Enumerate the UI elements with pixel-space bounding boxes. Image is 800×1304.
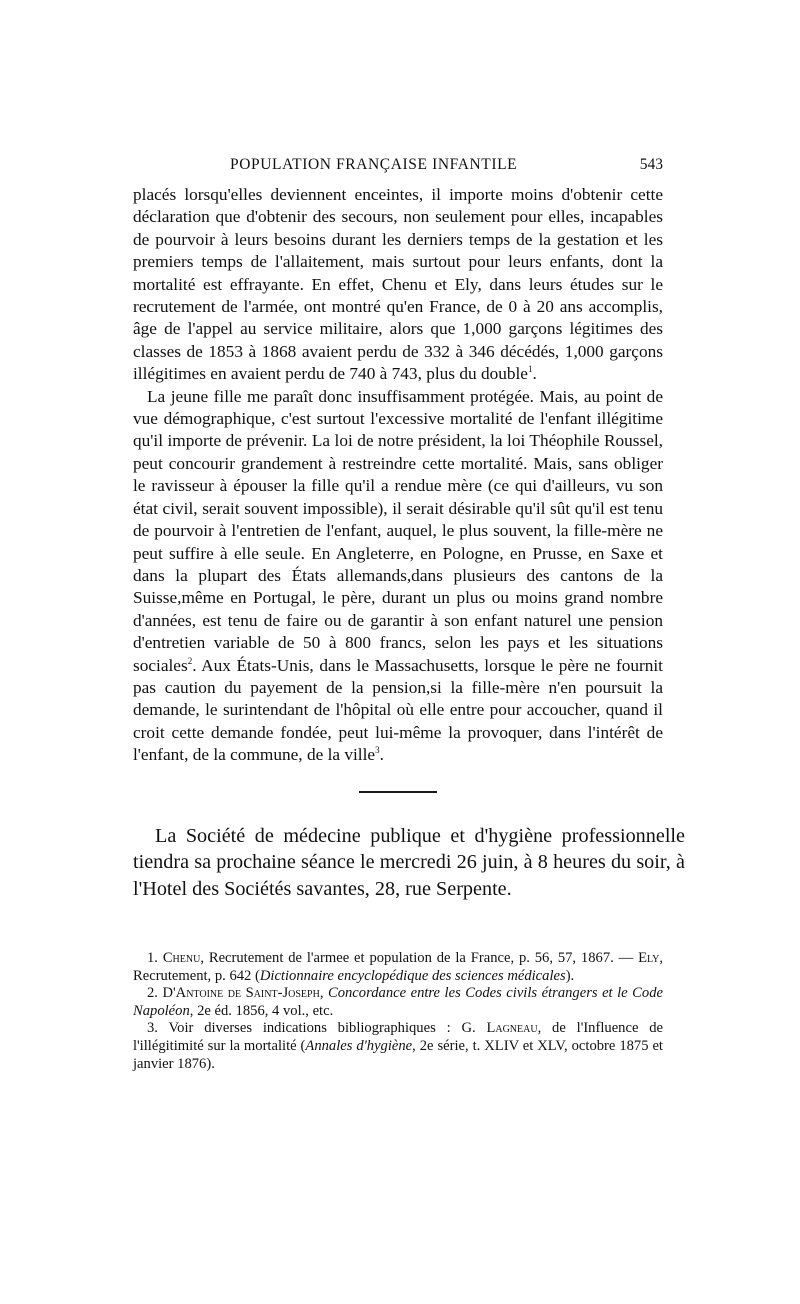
footnote-1-number: 1. — [147, 950, 158, 967]
footnote-ref-1: 1 — [527, 364, 533, 375]
footnote-1-text-3: ). — [565, 967, 575, 984]
footnote-3-author: Lagneau — [486, 1020, 538, 1037]
footnote-3-text-2: , de l'Influence de l'illégitimité sur la mortalité ( — [133, 1020, 664, 1055]
footnote-1-text-1: , Recrutement de l'armee et population de la France, p. 56, 57, 1867. — — [200, 950, 639, 967]
footnote-2-title: Concordance entre les Codes civils étrangers et le Code Napoléon — [133, 985, 663, 1019]
running-title: POPULATION FRANÇAISE INFANTILE — [230, 156, 518, 173]
main-text — [133, 184, 663, 767]
paragraph-1 — [133, 184, 663, 386]
footnote-ref-3: 3 — [375, 745, 380, 756]
footnote-3 — [133, 1020, 663, 1073]
footnote-1-author-1: Chenu — [162, 950, 201, 967]
page-number: 543 — [639, 156, 663, 173]
paragraph-1-text: placés lorsqu'elles deviennent enceintes, il importe moins d'obtenir cette déclaration que d'obtenir des secours, non seulement pour elles, incapables de pourvoir à leurs besoins durant les derniers temps de la gestation et les premiers temps de l'allaitement, mais surtout pour leurs enfants, dont la mortalité est effrayante. En effet, Chenu et Ely, dans leurs études sur le recrutement de l'armée, ont montré qu'en France, de 0 à 20 ans accomplis, âge de l'appel au service militaire, alors que 1,000 garçons légitimes des classes de 1853 à 1868 avaient perdu de 332 à 346 décédés, 1,000 garçons illégitimes en avaient perdu de 740 à 743, plus du double — [133, 185, 663, 384]
paragraph-2-end: . — [379, 745, 384, 765]
footnote-3-text-3: , 2e série, t. XLIV et XLV, octobre 1875 et janvier 1876). — [133, 1038, 663, 1072]
announcement: La Société de médecine publique et d'hygiène professionnelle tiendra sa prochaine séance le mercredi 26 juin, à 8 heures du soir, à l'Hotel des Sociétés savantes, 28, rue Serpente. — [133, 824, 685, 900]
footnote-2 — [133, 985, 663, 1020]
footnotes — [133, 950, 663, 1073]
footnote-1 — [133, 950, 663, 985]
running-head — [133, 150, 663, 178]
footnote-ref-2: 2 — [187, 655, 193, 666]
paragraph-1-end: . — [532, 364, 537, 384]
footnote-1-title: Dictionnaire encyclopédique des sciences médicales — [259, 967, 566, 984]
footnote-1-author-2: Ely — [638, 950, 660, 967]
footnote-1-text-2: , Recrutement, p. 642 ( — [133, 950, 663, 984]
paragraph-2-text-b: . Aux États-Unis, dans le Massachusetts, lorsque le père ne fournit pas caution du payement de la pension,si la fille-mère n'en poursuit la demande, le surintendant de l'hôpital où elle entre pour accoucher, quand il croit cette demande fondée, peut lui-même la provoquer, dans l'intérêt de l'enfant, de la commune, de la ville — [133, 655, 663, 765]
footnote-2-number: 2. — [147, 985, 158, 1002]
footnote-3-text-1: Voir diverses indications bibliographiques : G. — [168, 1020, 487, 1037]
book-page — [133, 150, 685, 1073]
footnote-2-author: D'Antoine de Saint-Joseph — [162, 985, 320, 1002]
footnote-3-number: 3. — [147, 1020, 158, 1037]
footnote-3-title: Annales d'hygiène — [305, 1038, 413, 1055]
paragraph-2 — [133, 386, 663, 767]
footnote-2-text-1: , — [319, 985, 328, 1002]
footnote-2-text-2: , 2e éd. 1856, 4 vol., etc. — [189, 1002, 334, 1019]
section-divider — [359, 791, 437, 793]
paragraph-2-text: La jeune fille me paraît donc insuffisamment protégée. Mais, au point de vue démographique, c'est surtout l'excessive mortalité de l'enfant illégitime qu'il importe de prévenir. La loi de notre président, la loi Théophile Roussel, peut concourir grandement à restreindre cette mortalité. Mais, sans obliger le ravisseur à épouser la fille qu'il a rendue mère (ce qui d'ailleurs, vu son état civil, serait souvent impossible), il serait désirable qu'il sût qu'il est tenu de pourvoir à l'entretien de l'enfant, auquel, le plus souvent, la fille-mère ne peut suffire à elle seule. En Angleterre, en Pologne, en Prusse, en Saxe et dans la plupart des États allemands,dans plusieurs des cantons de la Suisse,même en Portugal, le père, durant un plus ou moins grand nombre d'années, est tenu de faire ou de garantir à son enfant naturel une pension d'entretien variable de 50 à 800 francs, selon les pays et les situations sociales — [133, 386, 663, 675]
